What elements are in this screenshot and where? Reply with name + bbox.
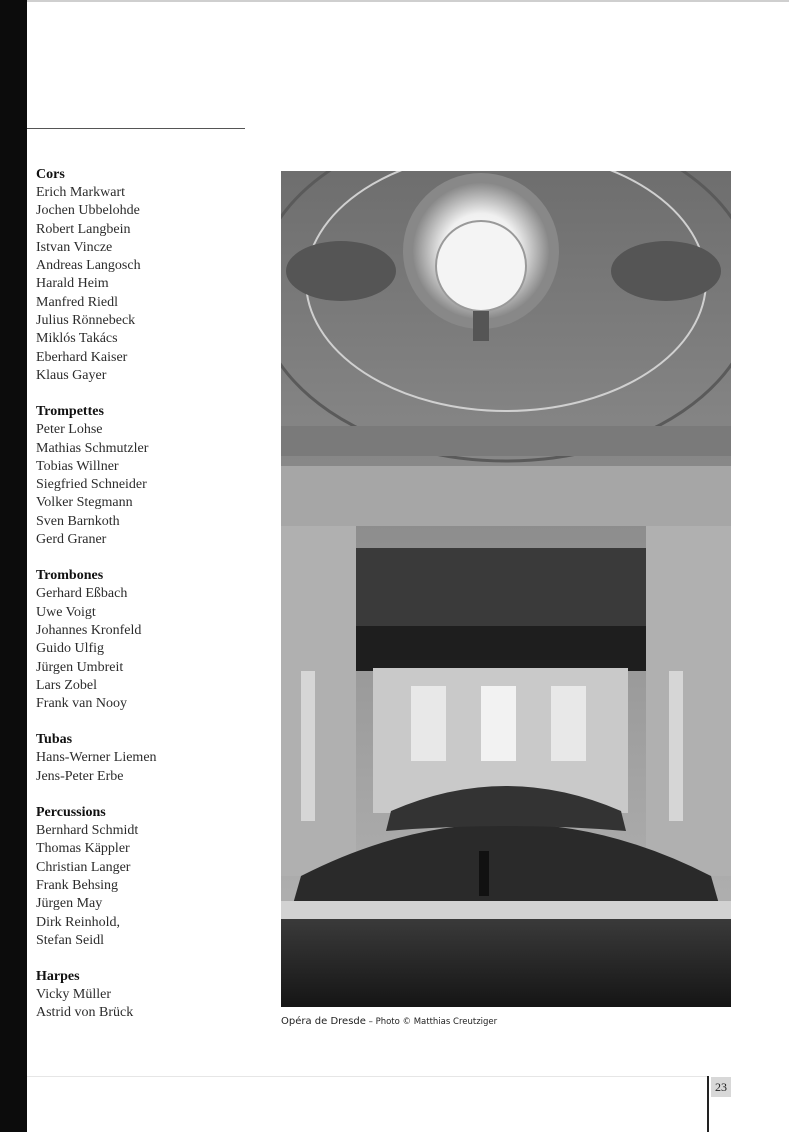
- orchestra-roster: [36, 166, 266, 1041]
- member-name: Christian Langer: [36, 859, 131, 875]
- member-name: Harald Heim: [36, 276, 109, 292]
- member-name: Eberhard Kaiser: [36, 349, 128, 365]
- section-trompettes: [36, 403, 266, 549]
- member-name: Stefan Seidl: [36, 932, 105, 948]
- section-trombones: [36, 567, 266, 713]
- member-name: Jens-Peter Erbe: [36, 768, 124, 784]
- section-title: Trombones: [36, 568, 104, 584]
- member-name: Dirk Reinhold,: [36, 914, 120, 930]
- caption-place: Opéra de Dresde: [281, 1016, 366, 1027]
- section-title: Harpes: [36, 969, 80, 985]
- member-name: Jürgen May: [36, 896, 103, 912]
- member-name: Peter Lohse: [36, 422, 103, 438]
- member-name: Astrid von Brück: [36, 1005, 134, 1021]
- member-name: Frank van Nooy: [36, 696, 127, 712]
- member-name: Frank Behsing: [36, 877, 119, 893]
- header-rule: [27, 128, 245, 129]
- page-binding-edge: [0, 0, 27, 1132]
- member-name: Miklós Takács: [36, 331, 118, 347]
- member-name: Julius Rönnebeck: [36, 313, 136, 329]
- member-name: Andreas Langosch: [36, 258, 141, 274]
- member-name: Klaus Gayer: [36, 367, 107, 383]
- section-title: Percussions: [36, 805, 106, 821]
- member-name: Vicky Müller: [36, 987, 111, 1003]
- member-name: Uwe Voigt: [36, 604, 96, 620]
- member-name: Jochen Ubbelohde: [36, 203, 140, 219]
- bottom-rule: [27, 1076, 707, 1077]
- section-title: Cors: [36, 167, 65, 182]
- member-name: Guido Ulfig: [36, 641, 105, 657]
- section-percussions: [36, 804, 266, 950]
- member-name: Hans-Werner Liemen: [36, 750, 157, 766]
- member-name: Manfred Riedl: [36, 294, 119, 310]
- member-name: Tobias Willner: [36, 458, 119, 474]
- caption-credit: Photo © Matthias Creutziger: [375, 1017, 498, 1027]
- photo-caption: [281, 1016, 497, 1027]
- member-name: Lars Zobel: [36, 677, 98, 693]
- member-name: Gerd Graner: [36, 532, 107, 548]
- member-name: Robert Langbein: [36, 221, 131, 237]
- section-cors: [36, 166, 266, 385]
- member-name: Bernhard Schmidt: [36, 823, 139, 839]
- top-rule: [27, 0, 789, 2]
- member-name: Sven Barnkoth: [36, 513, 120, 529]
- member-name: Erich Markwart: [36, 185, 126, 200]
- member-name: Johannes Kronfeld: [36, 622, 142, 638]
- section-harpes: [36, 968, 266, 1023]
- member-name: Istvan Vincze: [36, 239, 113, 255]
- section-title: Tubas: [36, 732, 73, 748]
- concert-hall-photo: [281, 171, 731, 1007]
- member-name: Mathias Schmutzler: [36, 440, 149, 456]
- member-name: Thomas Käppler: [36, 841, 130, 857]
- member-name: Siegfried Schneider: [36, 477, 147, 493]
- section-tubas: [36, 731, 266, 786]
- page-number: 23: [711, 1077, 731, 1097]
- member-name: Volker Stegmann: [36, 495, 133, 511]
- section-title: Trompettes: [36, 404, 104, 420]
- member-name: Gerhard Eßbach: [36, 586, 128, 602]
- member-name: Jürgen Umbreit: [36, 659, 124, 675]
- caption-separator: –: [365, 1017, 376, 1027]
